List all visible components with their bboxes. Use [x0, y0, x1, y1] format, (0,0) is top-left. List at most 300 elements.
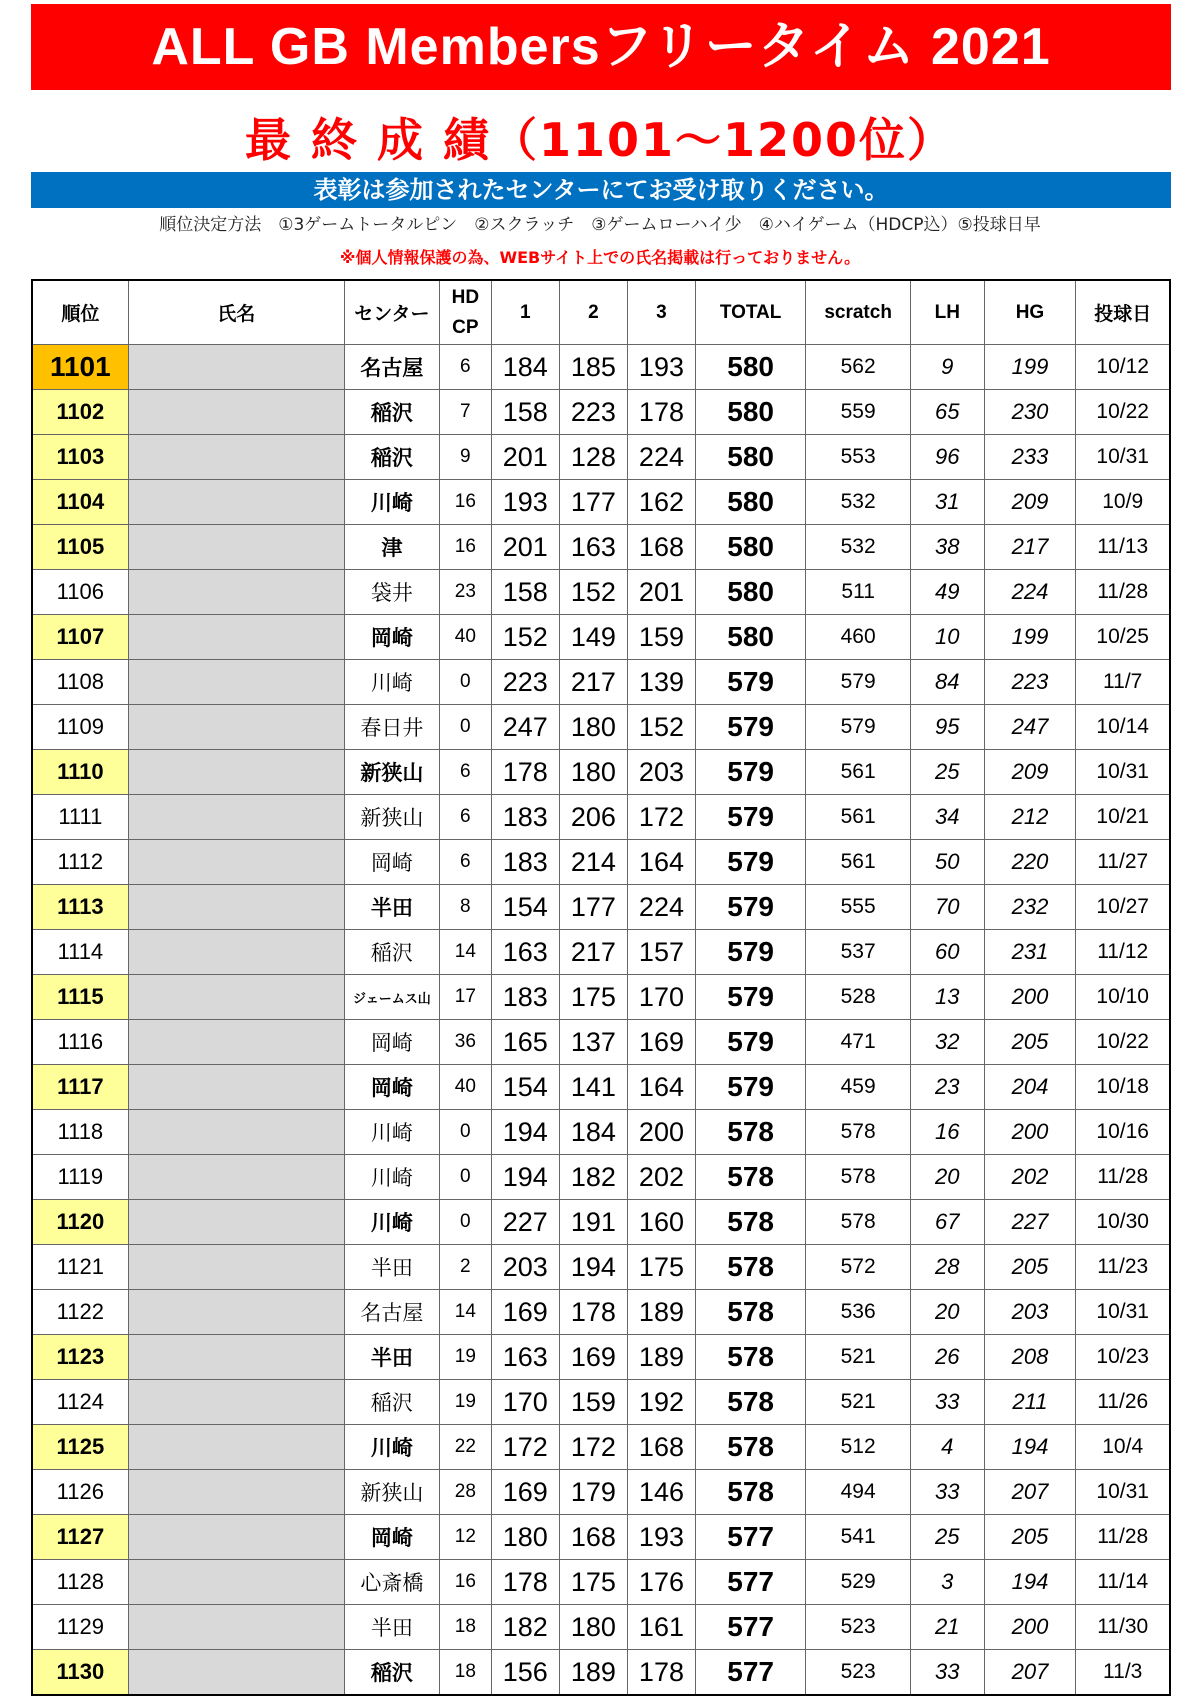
date-cell: 10/22 [1076, 1020, 1170, 1065]
name-cell [128, 435, 344, 480]
game3-cell: 157 [627, 930, 695, 975]
name-cell [128, 480, 344, 525]
game3-cell: 189 [627, 1335, 695, 1380]
lh-cell: 20 [911, 1290, 984, 1335]
date-cell: 10/18 [1076, 1065, 1170, 1110]
hg-cell: 200 [984, 1605, 1076, 1650]
hdcp-cell: 16 [439, 1560, 491, 1605]
table-row [32, 390, 1170, 435]
game1-cell: 158 [491, 390, 559, 435]
date-cell: 11/28 [1076, 1155, 1170, 1200]
hdcp-cell: 6 [439, 750, 491, 795]
rank-cell: 1126 [32, 1470, 128, 1515]
game2-cell: 217 [559, 930, 627, 975]
game2-cell: 180 [559, 1605, 627, 1650]
scratch-cell: 494 [806, 1470, 911, 1515]
game1-cell: 178 [491, 750, 559, 795]
rank-cell: 1117 [32, 1065, 128, 1110]
lh-cell: 33 [911, 1650, 984, 1696]
game2-cell: 179 [559, 1470, 627, 1515]
date-cell: 10/25 [1076, 615, 1170, 660]
col-date: 投球日 [1076, 280, 1170, 345]
game3-cell: 201 [627, 570, 695, 615]
game2-cell: 163 [559, 525, 627, 570]
date-cell: 10/23 [1076, 1335, 1170, 1380]
total-cell: 577 [696, 1515, 806, 1560]
hdcp-cell: 2 [439, 1245, 491, 1290]
scratch-cell: 561 [806, 750, 911, 795]
total-cell: 579 [696, 885, 806, 930]
col-scratch: scratch [806, 280, 911, 345]
results-table [31, 279, 1171, 1696]
game2-cell: 223 [559, 390, 627, 435]
rank-cell: 1125 [32, 1425, 128, 1470]
center-cell: 川崎 [344, 660, 439, 705]
game2-cell: 128 [559, 435, 627, 480]
total-cell: 580 [696, 615, 806, 660]
date-cell: 10/27 [1076, 885, 1170, 930]
scratch-cell: 579 [806, 660, 911, 705]
total-cell: 580 [696, 390, 806, 435]
hdcp-cell: 40 [439, 1065, 491, 1110]
game2-cell: 185 [559, 345, 627, 390]
center-cell: 川崎 [344, 480, 439, 525]
game3-cell: 170 [627, 975, 695, 1020]
center-cell: 川崎 [344, 1200, 439, 1245]
game1-cell: 158 [491, 570, 559, 615]
game1-cell: 169 [491, 1290, 559, 1335]
col-hdcp-line2: CP [452, 316, 479, 338]
center-cell: 岡崎 [344, 615, 439, 660]
lh-cell: 50 [911, 840, 984, 885]
game1-cell: 201 [491, 435, 559, 480]
rank-cell: 1107 [32, 615, 128, 660]
table-row [32, 795, 1170, 840]
lh-cell: 21 [911, 1605, 984, 1650]
hg-cell: 220 [984, 840, 1076, 885]
date-cell: 11/28 [1076, 570, 1170, 615]
title-banner: ALL GB Membersフリータイム 2021 [31, 4, 1171, 90]
col-hdcp [439, 280, 491, 345]
hdcp-cell: 17 [439, 975, 491, 1020]
total-cell: 578 [696, 1155, 806, 1200]
game3-cell: 178 [627, 390, 695, 435]
scratch-cell: 578 [806, 1110, 911, 1155]
scratch-cell: 459 [806, 1065, 911, 1110]
notice-bar: 表彰は参加されたセンターにてお受け取りください。 [31, 172, 1171, 208]
date-cell: 10/10 [1076, 975, 1170, 1020]
game2-cell: 189 [559, 1650, 627, 1696]
rank-cell: 1116 [32, 1020, 128, 1065]
total-cell: 580 [696, 435, 806, 480]
hdcp-cell: 6 [439, 345, 491, 390]
rank-cell: 1109 [32, 705, 128, 750]
game3-cell: 192 [627, 1380, 695, 1425]
hdcp-cell: 0 [439, 1200, 491, 1245]
rank-cell: 1115 [32, 975, 128, 1020]
game3-cell: 200 [627, 1110, 695, 1155]
hg-cell: 212 [984, 795, 1076, 840]
col-rank: 順位 [32, 280, 128, 345]
col-game1: 1 [491, 280, 559, 345]
game2-cell: 168 [559, 1515, 627, 1560]
game1-cell: 194 [491, 1110, 559, 1155]
hg-cell: 205 [984, 1020, 1076, 1065]
game2-cell: 152 [559, 570, 627, 615]
lh-cell: 9 [911, 345, 984, 390]
hdcp-cell: 14 [439, 1290, 491, 1335]
scratch-cell: 532 [806, 480, 911, 525]
game1-cell: 183 [491, 840, 559, 885]
hg-cell: 223 [984, 660, 1076, 705]
date-cell: 11/12 [1076, 930, 1170, 975]
table-row [32, 1560, 1170, 1605]
col-center: センター [344, 280, 439, 345]
scratch-cell: 536 [806, 1290, 911, 1335]
table-row [32, 1470, 1170, 1515]
date-cell: 10/31 [1076, 435, 1170, 480]
hg-cell: 233 [984, 435, 1076, 480]
center-cell: 川崎 [344, 1110, 439, 1155]
center-cell: 春日井 [344, 705, 439, 750]
hdcp-cell: 19 [439, 1380, 491, 1425]
date-cell: 11/7 [1076, 660, 1170, 705]
center-cell: 川崎 [344, 1425, 439, 1470]
lh-cell: 10 [911, 615, 984, 660]
date-cell: 10/16 [1076, 1110, 1170, 1155]
game2-cell: 180 [559, 705, 627, 750]
name-cell [128, 1110, 344, 1155]
total-cell: 577 [696, 1605, 806, 1650]
hg-cell: 205 [984, 1245, 1076, 1290]
name-cell [128, 1065, 344, 1110]
hg-cell: 204 [984, 1065, 1076, 1110]
name-cell [128, 840, 344, 885]
rank-cell: 1110 [32, 750, 128, 795]
hdcp-cell: 7 [439, 390, 491, 435]
game3-cell: 172 [627, 795, 695, 840]
game3-cell: 152 [627, 705, 695, 750]
scratch-cell: 521 [806, 1335, 911, 1380]
hg-cell: 227 [984, 1200, 1076, 1245]
table-row [32, 705, 1170, 750]
total-cell: 578 [696, 1380, 806, 1425]
table-row [32, 750, 1170, 795]
privacy-notice: ※個人情報保護の為、WEBサイト上での氏名掲載は行っておりません。 [339, 248, 861, 267]
total-cell: 578 [696, 1290, 806, 1335]
game2-cell: 137 [559, 1020, 627, 1065]
lh-cell: 23 [911, 1065, 984, 1110]
game2-cell: 141 [559, 1065, 627, 1110]
game2-cell: 214 [559, 840, 627, 885]
game3-cell: 164 [627, 840, 695, 885]
game1-cell: 194 [491, 1155, 559, 1200]
col-name: 氏名 [128, 280, 344, 345]
total-cell: 579 [696, 660, 806, 705]
table-row [32, 1425, 1170, 1470]
scratch-cell: 523 [806, 1650, 911, 1696]
center-cell: 心斎橋 [344, 1560, 439, 1605]
lh-cell: 26 [911, 1335, 984, 1380]
center-cell: 名古屋 [344, 1290, 439, 1335]
center-cell: 新狭山 [344, 750, 439, 795]
rank-cell: 1103 [32, 435, 128, 480]
game1-cell: 152 [491, 615, 559, 660]
name-cell [128, 1515, 344, 1560]
name-cell [128, 390, 344, 435]
game3-cell: 168 [627, 525, 695, 570]
scratch-cell: 512 [806, 1425, 911, 1470]
hdcp-cell: 18 [439, 1605, 491, 1650]
lh-cell: 65 [911, 390, 984, 435]
hg-cell: 200 [984, 1110, 1076, 1155]
name-cell [128, 1425, 344, 1470]
total-cell: 579 [696, 975, 806, 1020]
name-cell [128, 1335, 344, 1380]
game3-cell: 169 [627, 1020, 695, 1065]
table-row [32, 1020, 1170, 1065]
center-cell: 岡崎 [344, 840, 439, 885]
lh-cell: 95 [911, 705, 984, 750]
total-cell: 579 [696, 840, 806, 885]
game1-cell: 203 [491, 1245, 559, 1290]
total-cell: 579 [696, 930, 806, 975]
scratch-cell: 523 [806, 1605, 911, 1650]
name-cell [128, 1380, 344, 1425]
game1-cell: 169 [491, 1470, 559, 1515]
hg-cell: 247 [984, 705, 1076, 750]
hdcp-cell: 12 [439, 1515, 491, 1560]
name-cell [128, 750, 344, 795]
name-cell [128, 345, 344, 390]
game3-cell: 176 [627, 1560, 695, 1605]
game1-cell: 227 [491, 1200, 559, 1245]
game3-cell: 146 [627, 1470, 695, 1515]
date-cell: 10/21 [1076, 795, 1170, 840]
lh-cell: 25 [911, 750, 984, 795]
game1-cell: 163 [491, 1335, 559, 1380]
table-row [32, 345, 1170, 390]
date-cell: 11/26 [1076, 1380, 1170, 1425]
hg-cell: 232 [984, 885, 1076, 930]
name-cell [128, 1245, 344, 1290]
game1-cell: 183 [491, 975, 559, 1020]
game2-cell: 177 [559, 480, 627, 525]
hg-cell: 224 [984, 570, 1076, 615]
total-cell: 578 [696, 1245, 806, 1290]
game1-cell: 247 [491, 705, 559, 750]
game3-cell: 193 [627, 345, 695, 390]
table-row [32, 570, 1170, 615]
date-cell: 11/28 [1076, 1515, 1170, 1560]
total-cell: 577 [696, 1560, 806, 1605]
date-cell: 10/30 [1076, 1200, 1170, 1245]
game2-cell: 175 [559, 1560, 627, 1605]
hg-cell: 199 [984, 615, 1076, 660]
center-cell: 岡崎 [344, 1065, 439, 1110]
rank-cell: 1128 [32, 1560, 128, 1605]
rank-cell: 1127 [32, 1515, 128, 1560]
rank-cell: 1130 [32, 1650, 128, 1696]
hdcp-cell: 16 [439, 480, 491, 525]
hdcp-cell: 9 [439, 435, 491, 480]
game1-cell: 223 [491, 660, 559, 705]
game1-cell: 201 [491, 525, 559, 570]
table-row [32, 1200, 1170, 1245]
center-cell: 半田 [344, 1605, 439, 1650]
lh-cell: 3 [911, 1560, 984, 1605]
lh-cell: 96 [911, 435, 984, 480]
game2-cell: 175 [559, 975, 627, 1020]
game3-cell: 193 [627, 1515, 695, 1560]
total-cell: 578 [696, 1425, 806, 1470]
rank-cell: 1118 [32, 1110, 128, 1155]
center-cell: 半田 [344, 1245, 439, 1290]
hg-cell: 208 [984, 1335, 1076, 1380]
game1-cell: 184 [491, 345, 559, 390]
center-cell: 半田 [344, 1335, 439, 1380]
game1-cell: 172 [491, 1425, 559, 1470]
hdcp-cell: 22 [439, 1425, 491, 1470]
hg-cell: 202 [984, 1155, 1076, 1200]
table-row [32, 840, 1170, 885]
rank-cell: 1105 [32, 525, 128, 570]
name-cell [128, 525, 344, 570]
table-row [32, 1065, 1170, 1110]
center-cell: 名古屋 [344, 345, 439, 390]
rank-cell: 1108 [32, 660, 128, 705]
center-cell: 稲沢 [344, 1380, 439, 1425]
name-cell [128, 1155, 344, 1200]
hg-cell: 217 [984, 525, 1076, 570]
game2-cell: 217 [559, 660, 627, 705]
name-cell [128, 1470, 344, 1515]
lh-cell: 34 [911, 795, 984, 840]
game1-cell: 165 [491, 1020, 559, 1065]
game3-cell: 178 [627, 1650, 695, 1696]
name-cell [128, 975, 344, 1020]
center-cell: 袋井 [344, 570, 439, 615]
game2-cell: 182 [559, 1155, 627, 1200]
center-cell: 稲沢 [344, 390, 439, 435]
date-cell: 11/3 [1076, 1650, 1170, 1696]
scratch-cell: 561 [806, 795, 911, 840]
total-cell: 579 [696, 750, 806, 795]
hg-cell: 194 [984, 1560, 1076, 1605]
lh-cell: 13 [911, 975, 984, 1020]
name-cell [128, 1020, 344, 1065]
name-cell [128, 570, 344, 615]
hdcp-cell: 6 [439, 795, 491, 840]
lh-cell: 60 [911, 930, 984, 975]
table-row [32, 885, 1170, 930]
total-cell: 578 [696, 1110, 806, 1155]
total-cell: 580 [696, 480, 806, 525]
table-row [32, 1155, 1170, 1200]
game3-cell: 189 [627, 1290, 695, 1335]
page-subtitle: 最 終 成 績（1101〜1200位） [244, 113, 956, 167]
table-row [32, 930, 1170, 975]
col-hdcp-line1: HD [451, 286, 480, 308]
game2-cell: 177 [559, 885, 627, 930]
rank-cell: 1124 [32, 1380, 128, 1425]
game3-cell: 175 [627, 1245, 695, 1290]
lh-cell: 28 [911, 1245, 984, 1290]
scratch-cell: 528 [806, 975, 911, 1020]
table-row [32, 480, 1170, 525]
name-cell [128, 660, 344, 705]
lh-cell: 25 [911, 1515, 984, 1560]
hg-cell: 207 [984, 1650, 1076, 1696]
game2-cell: 159 [559, 1380, 627, 1425]
game1-cell: 154 [491, 885, 559, 930]
table-row [32, 1335, 1170, 1380]
scratch-cell: 521 [806, 1380, 911, 1425]
hdcp-cell: 0 [439, 1110, 491, 1155]
total-cell: 577 [696, 1650, 806, 1696]
rank-cell: 1121 [32, 1245, 128, 1290]
game1-cell: 183 [491, 795, 559, 840]
game1-cell: 193 [491, 480, 559, 525]
game3-cell: 224 [627, 435, 695, 480]
total-cell: 578 [696, 1470, 806, 1515]
name-cell [128, 1200, 344, 1245]
center-cell: 新狭山 [344, 1470, 439, 1515]
game3-cell: 168 [627, 1425, 695, 1470]
game3-cell: 161 [627, 1605, 695, 1650]
date-cell: 11/23 [1076, 1245, 1170, 1290]
game2-cell: 172 [559, 1425, 627, 1470]
lh-cell: 38 [911, 525, 984, 570]
center-cell: 半田 [344, 885, 439, 930]
scratch-cell: 578 [806, 1200, 911, 1245]
lh-cell: 32 [911, 1020, 984, 1065]
lh-cell: 49 [911, 570, 984, 615]
date-cell: 10/9 [1076, 480, 1170, 525]
hg-cell: 207 [984, 1470, 1076, 1515]
game2-cell: 191 [559, 1200, 627, 1245]
scratch-cell: 511 [806, 570, 911, 615]
center-cell: 新狭山 [344, 795, 439, 840]
lh-cell: 67 [911, 1200, 984, 1245]
name-cell [128, 615, 344, 660]
hg-cell: 209 [984, 750, 1076, 795]
rank-cell: 1101 [32, 345, 128, 390]
scratch-cell: 579 [806, 705, 911, 750]
name-cell [128, 1650, 344, 1696]
rank-cell: 1114 [32, 930, 128, 975]
rank-cell: 1119 [32, 1155, 128, 1200]
date-cell: 10/4 [1076, 1425, 1170, 1470]
name-cell [128, 705, 344, 750]
rank-cell: 1120 [32, 1200, 128, 1245]
hg-cell: 231 [984, 930, 1076, 975]
table-row [32, 660, 1170, 705]
date-cell: 10/31 [1076, 750, 1170, 795]
table-row [32, 525, 1170, 570]
date-cell: 10/31 [1076, 1470, 1170, 1515]
game3-cell: 139 [627, 660, 695, 705]
hg-cell: 205 [984, 1515, 1076, 1560]
col-game3: 3 [627, 280, 695, 345]
rank-cell: 1111 [32, 795, 128, 840]
rank-cell: 1113 [32, 885, 128, 930]
table-row [32, 975, 1170, 1020]
hdcp-cell: 18 [439, 1650, 491, 1696]
hg-cell: 194 [984, 1425, 1076, 1470]
date-cell: 10/14 [1076, 705, 1170, 750]
game2-cell: 169 [559, 1335, 627, 1380]
